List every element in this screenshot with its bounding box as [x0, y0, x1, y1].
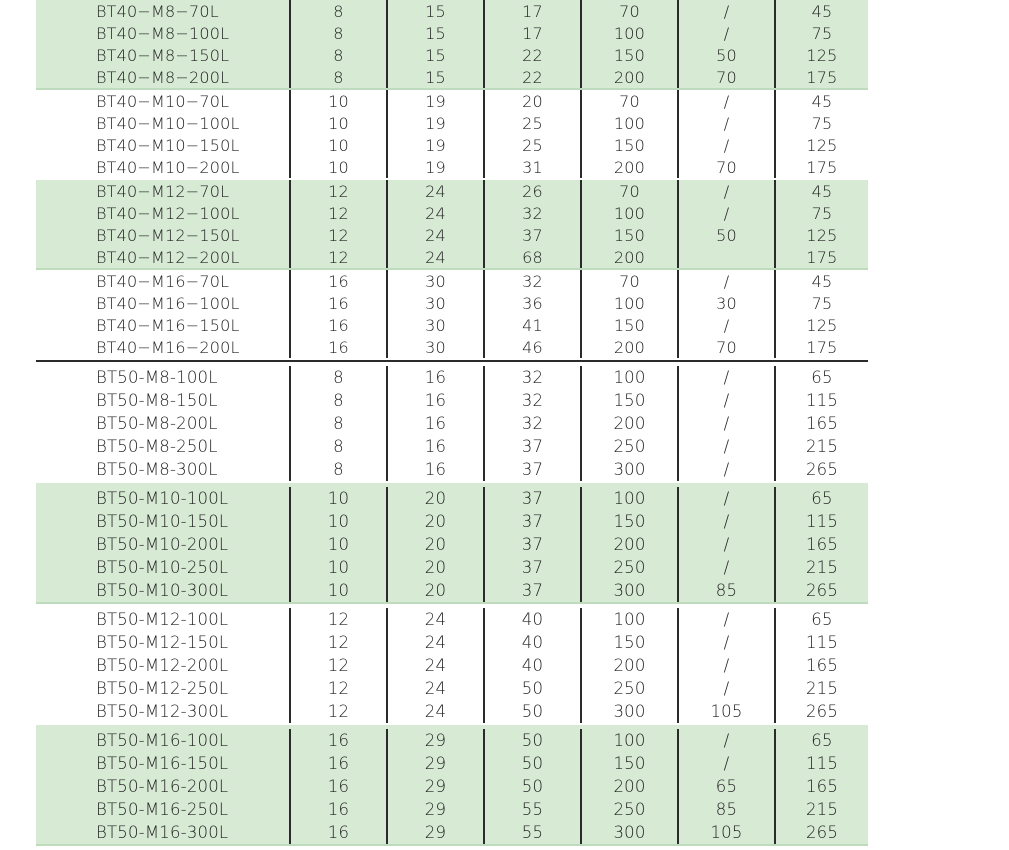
value-cell: 70: [582, 0, 679, 22]
value-cell: 265: [805, 823, 839, 842]
model-cell: BT40−M12−200L: [36, 246, 291, 268]
value-cell: 165: [805, 535, 839, 554]
value-cell: 16: [291, 798, 388, 821]
value-cell: 300: [582, 821, 679, 844]
value-cell: 29: [388, 798, 485, 821]
model-cell: BT50-M8-100L: [36, 366, 291, 389]
value-cell: 8: [291, 458, 388, 481]
value-cell: 17: [485, 0, 582, 22]
table-row: [36, 435, 868, 458]
model-cell: BT40−M16−200L: [36, 336, 291, 358]
value-cell: 215: [805, 558, 839, 577]
value-cell: 45: [811, 1, 833, 21]
value-cell: 17: [485, 22, 582, 44]
model-cell: BT40−M8−200L: [36, 66, 291, 88]
value-cell: 105: [679, 700, 776, 723]
value-cell: 10: [291, 156, 388, 178]
table-row: [36, 821, 868, 844]
value-cell: 8: [291, 435, 388, 458]
value-cell: 175: [806, 67, 838, 87]
value-cell: 250: [582, 677, 679, 700]
table-row: [36, 775, 868, 798]
value-cell: 250: [582, 435, 679, 458]
model-cell: BT40−M12−70L: [36, 180, 291, 202]
value-cell: /: [679, 752, 776, 775]
table-row: [36, 180, 868, 202]
row-group: [36, 180, 868, 270]
model-cell: BT50-M16-300L: [36, 821, 291, 844]
value-cell: 20: [388, 510, 485, 533]
value-cell: 8: [291, 366, 388, 389]
value-cell: 265: [805, 581, 839, 600]
value-cell: 12: [291, 608, 388, 631]
value-cell: 215: [805, 800, 839, 819]
value-cell: 8: [291, 44, 388, 66]
model-cell: BT40−M10−150L: [36, 134, 291, 156]
value-cell: 22: [485, 44, 582, 66]
model-cell: BT40−M10−70L: [36, 90, 291, 112]
value-cell: 10: [291, 487, 388, 510]
model-cell: BT50-M16-200L: [36, 775, 291, 798]
value-cell: 29: [388, 821, 485, 844]
table-row: [36, 336, 868, 358]
value-cell: 20: [388, 533, 485, 556]
value-cell: 8: [291, 66, 388, 88]
table-row: [36, 389, 868, 412]
value-cell: 50: [485, 700, 582, 723]
value-cell: 31: [485, 156, 582, 178]
value-cell: 105: [679, 821, 776, 844]
value-cell: 200: [582, 336, 679, 358]
value-cell: 37: [485, 556, 582, 579]
value-cell: 12: [291, 631, 388, 654]
value-cell: 150: [582, 224, 679, 246]
value-cell: 24: [388, 224, 485, 246]
value-cell: 70: [679, 336, 776, 358]
row-group: [36, 604, 868, 725]
value-cell: 175: [806, 337, 838, 357]
model-cell: BT50-M8-150L: [36, 389, 291, 412]
value-cell: 68: [485, 246, 582, 268]
table-row: [36, 202, 868, 224]
value-cell: 15: [388, 44, 485, 66]
value-cell: 12: [291, 180, 388, 202]
row-group: [36, 270, 868, 360]
value-cell: /: [679, 90, 776, 112]
table-row: [36, 677, 868, 700]
value-cell: 215: [805, 437, 839, 456]
value-cell: 12: [291, 677, 388, 700]
value-cell: 16: [291, 292, 388, 314]
value-cell: 300: [582, 700, 679, 723]
model-cell: BT50-M8-200L: [36, 412, 291, 435]
model-cell: BT50-M10-250L: [36, 556, 291, 579]
model-cell: BT50-M8-300L: [36, 458, 291, 481]
value-cell: 22: [485, 66, 582, 88]
table-row: [36, 458, 868, 481]
value-cell: 70: [582, 180, 679, 202]
value-cell: 115: [805, 512, 839, 531]
value-cell: 125: [806, 45, 838, 65]
table-row: [36, 487, 868, 510]
value-cell: 36: [485, 292, 582, 314]
table-row: [36, 246, 868, 268]
value-cell: 125: [806, 225, 838, 245]
value-cell: 40: [485, 631, 582, 654]
value-cell: 200: [582, 412, 679, 435]
value-cell: 37: [485, 435, 582, 458]
value-cell: /: [679, 435, 776, 458]
value-cell: 10: [291, 533, 388, 556]
value-cell: 200: [582, 246, 679, 268]
model-cell: BT40−M16−70L: [36, 270, 291, 292]
value-cell: 100: [582, 608, 679, 631]
value-cell: 37: [485, 533, 582, 556]
value-cell: 100: [582, 292, 679, 314]
value-cell: 37: [485, 224, 582, 246]
value-cell: 50: [485, 677, 582, 700]
spec-table: [36, 0, 868, 846]
model-cell: BT50-M12-150L: [36, 631, 291, 654]
value-cell: 150: [582, 314, 679, 336]
value-cell: 65: [811, 731, 833, 750]
value-cell: 15: [388, 66, 485, 88]
value-cell: 12: [291, 654, 388, 677]
value-cell: 45: [811, 181, 833, 201]
value-cell: 32: [485, 202, 582, 224]
value-cell: 50: [679, 224, 776, 246]
table-row: [36, 66, 868, 88]
value-cell: 25: [485, 134, 582, 156]
table-row: [36, 631, 868, 654]
model-cell: BT50-M12-200L: [36, 654, 291, 677]
value-cell: 30: [679, 292, 776, 314]
row-group: [36, 483, 868, 604]
table-row: [36, 556, 868, 579]
row-group: [36, 0, 868, 90]
value-cell: /: [679, 510, 776, 533]
value-cell: 85: [679, 798, 776, 821]
table-row: [36, 700, 868, 723]
value-cell: 37: [485, 487, 582, 510]
model-cell: BT40−M16−100L: [36, 292, 291, 314]
value-cell: 37: [485, 510, 582, 533]
value-cell: 200: [582, 654, 679, 677]
value-cell: 15: [388, 22, 485, 44]
model-cell: BT40−M10−100L: [36, 112, 291, 134]
value-cell: 12: [291, 246, 388, 268]
table-row: [36, 112, 868, 134]
table-row: [36, 533, 868, 556]
value-cell: 40: [485, 654, 582, 677]
model-cell: BT50-M12-250L: [36, 677, 291, 700]
value-cell: /: [679, 677, 776, 700]
value-cell: /: [679, 180, 776, 202]
value-cell: 300: [582, 579, 679, 602]
table-row: [36, 729, 868, 752]
value-cell: 100: [582, 112, 679, 134]
value-cell: 20: [485, 90, 582, 112]
value-cell: 32: [485, 412, 582, 435]
value-cell: 24: [388, 654, 485, 677]
table-row: [36, 510, 868, 533]
value-cell: 165: [805, 777, 839, 796]
value-cell: 12: [291, 700, 388, 723]
value-cell: 165: [805, 414, 839, 433]
table-row: [36, 134, 868, 156]
value-cell: 8: [291, 389, 388, 412]
value-cell: 265: [805, 460, 839, 479]
value-cell: 70: [582, 270, 679, 292]
value-cell: 10: [291, 556, 388, 579]
value-cell: 100: [582, 487, 679, 510]
value-cell: 32: [485, 270, 582, 292]
value-cell: 16: [291, 752, 388, 775]
model-cell: BT50-M10-200L: [36, 533, 291, 556]
value-cell: 12: [291, 202, 388, 224]
value-cell: 19: [388, 90, 485, 112]
table-row: [36, 798, 868, 821]
value-cell: 30: [388, 270, 485, 292]
value-cell: /: [679, 533, 776, 556]
value-cell: 37: [485, 458, 582, 481]
model-cell: BT40−M16−150L: [36, 314, 291, 336]
value-cell: /: [679, 729, 776, 752]
model-cell: BT40−M10−200L: [36, 156, 291, 178]
value-cell: /: [679, 631, 776, 654]
model-cell: BT40−M8−100L: [36, 22, 291, 44]
value-cell: 29: [388, 729, 485, 752]
model-cell: BT40−M12−150L: [36, 224, 291, 246]
value-cell: 20: [388, 579, 485, 602]
value-cell: /: [679, 366, 776, 389]
value-cell: 115: [805, 754, 839, 773]
value-cell: 30: [388, 292, 485, 314]
value-cell: 215: [805, 679, 839, 698]
model-cell: BT50-M8-250L: [36, 435, 291, 458]
value-cell: /: [679, 654, 776, 677]
value-cell: 75: [811, 113, 833, 133]
value-cell: 16: [291, 729, 388, 752]
table-row: [36, 156, 868, 178]
value-cell: 75: [811, 293, 833, 313]
value-cell: 100: [582, 22, 679, 44]
value-cell: 29: [388, 752, 485, 775]
value-cell: 24: [388, 700, 485, 723]
model-cell: BT50-M16-100L: [36, 729, 291, 752]
value-cell: 150: [582, 752, 679, 775]
value-cell: 41: [485, 314, 582, 336]
value-cell: 24: [388, 631, 485, 654]
value-cell: 200: [582, 156, 679, 178]
row-group: [36, 362, 868, 483]
value-cell: 26: [485, 180, 582, 202]
value-cell: 16: [291, 336, 388, 358]
value-cell: 55: [485, 798, 582, 821]
value-cell: 250: [582, 798, 679, 821]
value-cell: /: [679, 314, 776, 336]
model-cell: BT40−M8−70L: [36, 0, 291, 22]
value-cell: 30: [388, 336, 485, 358]
value-cell: 16: [291, 775, 388, 798]
value-cell: 19: [388, 112, 485, 134]
value-cell: 10: [291, 579, 388, 602]
value-cell: 65: [811, 610, 833, 629]
model-cell: BT50-M12-300L: [36, 700, 291, 723]
value-cell: 32: [485, 366, 582, 389]
value-cell: 70: [679, 66, 776, 88]
model-cell: BT50-M10-150L: [36, 510, 291, 533]
value-cell: 200: [582, 533, 679, 556]
value-cell: 16: [388, 412, 485, 435]
value-cell: /: [679, 487, 776, 510]
value-cell: 32: [485, 389, 582, 412]
value-cell: 19: [388, 134, 485, 156]
table-row: [36, 412, 868, 435]
table-row: [36, 22, 868, 44]
table-row: [36, 654, 868, 677]
value-cell: 16: [388, 458, 485, 481]
table-row: [36, 366, 868, 389]
value-cell: 40: [485, 608, 582, 631]
table-row: [36, 224, 868, 246]
row-group: [36, 90, 868, 180]
value-cell: 150: [582, 44, 679, 66]
value-cell: 65: [811, 368, 833, 387]
value-cell: /: [679, 412, 776, 435]
value-cell: 300: [582, 458, 679, 481]
value-cell: 16: [291, 821, 388, 844]
value-cell: 8: [291, 22, 388, 44]
value-cell: 75: [811, 23, 833, 43]
value-cell: 10: [291, 112, 388, 134]
table-row: [36, 44, 868, 66]
table-row: [36, 314, 868, 336]
value-cell: 150: [582, 631, 679, 654]
model-cell: BT50-M12-100L: [36, 608, 291, 631]
value-cell: 12: [291, 224, 388, 246]
value-cell: 100: [582, 729, 679, 752]
value-cell: 15: [388, 0, 485, 22]
value-cell: 65: [811, 489, 833, 508]
value-cell: 24: [388, 202, 485, 224]
value-cell: 8: [291, 0, 388, 22]
value-cell: 46: [485, 336, 582, 358]
model-cell: BT50-M16-150L: [36, 752, 291, 775]
value-cell: /: [679, 389, 776, 412]
value-cell: 70: [582, 90, 679, 112]
value-cell: 45: [811, 271, 833, 291]
value-cell: 24: [388, 180, 485, 202]
value-cell: [679, 246, 776, 268]
value-cell: 165: [805, 656, 839, 675]
value-cell: 100: [582, 202, 679, 224]
value-cell: 37: [485, 579, 582, 602]
value-cell: 200: [582, 775, 679, 798]
value-cell: /: [679, 134, 776, 156]
value-cell: 65: [679, 775, 776, 798]
table-row: [36, 752, 868, 775]
value-cell: 10: [291, 510, 388, 533]
value-cell: 175: [806, 157, 838, 177]
value-cell: 175: [806, 247, 838, 267]
value-cell: 55: [485, 821, 582, 844]
table-row: [36, 579, 868, 602]
value-cell: 16: [388, 389, 485, 412]
value-cell: 50: [485, 752, 582, 775]
value-cell: 20: [388, 556, 485, 579]
row-group: [36, 725, 868, 846]
value-cell: /: [679, 202, 776, 224]
value-cell: 16: [291, 270, 388, 292]
value-cell: 70: [679, 156, 776, 178]
value-cell: 125: [806, 315, 838, 335]
value-cell: 75: [811, 203, 833, 223]
value-cell: 16: [388, 435, 485, 458]
value-cell: 125: [806, 135, 838, 155]
value-cell: 265: [805, 702, 839, 721]
table-row: [36, 0, 868, 22]
value-cell: 10: [291, 134, 388, 156]
value-cell: 150: [582, 134, 679, 156]
value-cell: 24: [388, 246, 485, 268]
value-cell: /: [679, 22, 776, 44]
value-cell: 85: [679, 579, 776, 602]
value-cell: 115: [805, 391, 839, 410]
value-cell: /: [679, 556, 776, 579]
value-cell: 250: [582, 556, 679, 579]
value-cell: 115: [805, 633, 839, 652]
value-cell: /: [679, 112, 776, 134]
value-cell: 24: [388, 677, 485, 700]
value-cell: 20: [388, 487, 485, 510]
value-cell: /: [679, 608, 776, 631]
table-row: [36, 608, 868, 631]
value-cell: 19: [388, 156, 485, 178]
model-cell: BT40−M12−100L: [36, 202, 291, 224]
model-cell: BT50-M16-250L: [36, 798, 291, 821]
model-cell: BT50-M10-100L: [36, 487, 291, 510]
value-cell: 200: [582, 66, 679, 88]
model-cell: BT40−M8−150L: [36, 44, 291, 66]
value-cell: 16: [291, 314, 388, 336]
value-cell: 100: [582, 366, 679, 389]
value-cell: 25: [485, 112, 582, 134]
table-row: [36, 90, 868, 112]
value-cell: 150: [582, 389, 679, 412]
value-cell: 150: [582, 510, 679, 533]
value-cell: /: [679, 458, 776, 481]
value-cell: 29: [388, 775, 485, 798]
value-cell: 50: [485, 775, 582, 798]
value-cell: 50: [679, 44, 776, 66]
value-cell: 8: [291, 412, 388, 435]
value-cell: 16: [388, 366, 485, 389]
value-cell: 24: [388, 608, 485, 631]
model-cell: BT50-M10-300L: [36, 579, 291, 602]
value-cell: 30: [388, 314, 485, 336]
value-cell: 45: [811, 91, 833, 111]
table-row: [36, 270, 868, 292]
value-cell: 50: [485, 729, 582, 752]
value-cell: /: [679, 270, 776, 292]
value-cell: /: [679, 0, 776, 22]
table-row: [36, 292, 868, 314]
value-cell: 10: [291, 90, 388, 112]
